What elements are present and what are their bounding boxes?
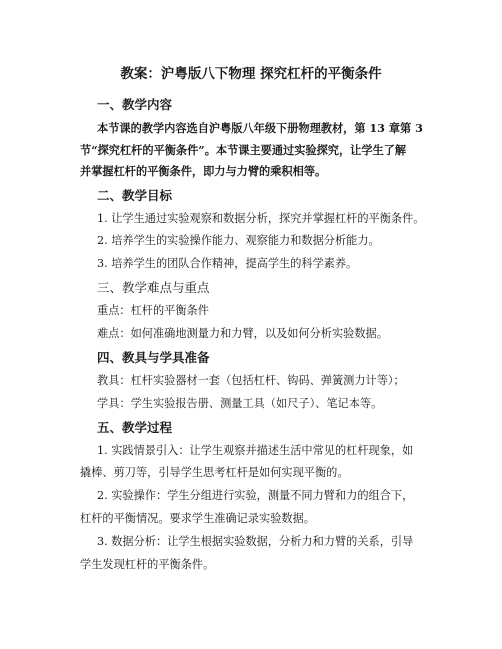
document-title: 教案：沪粤版八下物理 探究杠杆的平衡条件 (120, 66, 382, 82)
process-line: 2. 实验操作：学生分组进行实验，测量不同力臂和力的组合下， (97, 489, 414, 502)
section-heading-content: 一、教学内容 (97, 97, 173, 112)
difficulty-line: 难点：如何准确地测量力和力臂，以及如何分析实验数据。 (97, 327, 388, 340)
process-line: 3. 数据分析：让学生根据实验数据，分析力和力臂的关系，引导 (97, 535, 414, 548)
key-point-line: 重点：杠杆的平衡条件 (97, 304, 209, 317)
content-paragraph-line: 并掌握杠杆的平衡条件，即力与力臂的乘积相等。 (80, 164, 327, 178)
section-heading-process: 五、教学过程 (97, 420, 173, 435)
materials-line: 学具：学生实验报告册、测量工具（如尺子）、笔记本等。 (97, 397, 383, 410)
objective-item: 3. 培养学生的团队合作精神，提高学生的科学素养。 (97, 257, 358, 270)
section-heading-objectives: 二、教学目标 (97, 188, 173, 203)
content-paragraph-line: 本节课的教学内容选自沪粤版八年级下册物理教材，第 13 章第 3 (97, 121, 423, 135)
process-line: 撬棒、剪刀等，引导学生思考杠杆是如何实现平衡的。 (80, 466, 349, 479)
process-line: 1. 实践情景引入：让学生观察并描述生活中常见的杠杆现象，如 (97, 444, 414, 457)
process-line: 杠杆的平衡情况。要求学生准确记录实验数据。 (80, 512, 315, 525)
section-heading-materials: 四、教具与学具准备 (97, 350, 210, 365)
process-line: 学生发现杠杆的平衡条件。 (80, 558, 215, 571)
objective-item: 1. 让学生通过实验观察和数据分析，探究并掌握杠杆的平衡条件。 (97, 212, 425, 225)
objective-item: 2. 培养学生的实验操作能力、观察能力和数据分析能力。 (97, 234, 380, 247)
materials-line: 教具：杠杆实验器材一套（包括杠杆、钩码、弹簧测力计等）； (97, 374, 405, 387)
content-paragraph-line: 节“探究杠杆的平衡条件”。本节课主要通过实验探究，让学生了解 (80, 143, 407, 157)
section-heading-key-points: 三、教学难点与重点 (97, 280, 210, 295)
